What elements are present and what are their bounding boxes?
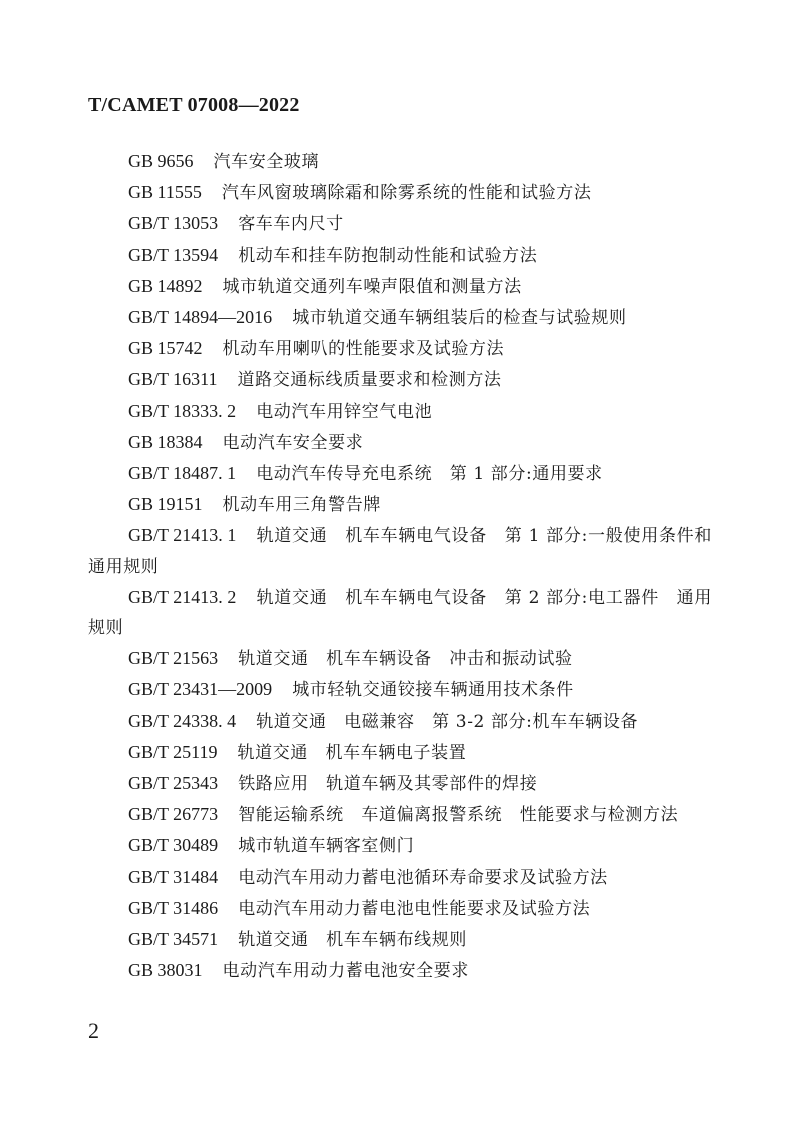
reference-code: GB/T 18333. 2: [128, 400, 237, 421]
reference-title: 智能运输系统 车道偏离报警系统 性能要求与检测方法: [238, 805, 679, 826]
reference-item: [88, 333, 712, 364]
reference-code: GB/T 13594: [128, 244, 219, 265]
reference-title: 城市轨道交通车辆组装后的检查与试验规则: [292, 308, 627, 329]
reference-title: 轨道交通 机车车辆电气设备 第 2 部分:电工器件 通用规则: [88, 587, 712, 639]
reference-item: [88, 458, 712, 489]
reference-title: 道路交通标线质量要求和检测方法: [237, 370, 502, 391]
reference-item: [88, 240, 712, 271]
reference-code: GB/T 14894—2016: [128, 307, 273, 328]
reference-title: 电动汽车用动力蓄电池电性能要求及试验方法: [238, 898, 591, 919]
reference-code: GB/T 16311: [128, 369, 218, 390]
reference-code: GB/T 31484: [128, 866, 219, 887]
reference-code: GB/T 30489: [128, 835, 219, 856]
reference-title: 城市轨道交通列车噪声限值和测量方法: [222, 276, 522, 297]
reference-code: GB/T 18487. 1: [128, 463, 237, 484]
reference-code: GB/T 25119: [128, 741, 218, 762]
page-number: 2: [88, 1018, 99, 1043]
reference-code: GB 38031: [128, 960, 203, 981]
normative-references-list: [88, 146, 712, 986]
reference-item: [88, 302, 712, 333]
reference-title: 轨道交通 机车车辆电子装置: [237, 742, 467, 763]
reference-code: GB 15742: [128, 338, 203, 359]
reference-title: 电动汽车用动力蓄电池安全要求: [222, 961, 469, 982]
reference-title: 电动汽车安全要求: [222, 432, 364, 453]
reference-item: [88, 520, 712, 581]
reference-title: 电动汽车用动力蓄电池循环寿命要求及试验方法: [238, 867, 608, 888]
reference-code: GB/T 21413. 1: [128, 525, 237, 546]
reference-code: GB/T 13053: [128, 213, 219, 234]
reference-item: [88, 768, 712, 799]
reference-item: [88, 799, 712, 830]
reference-code: GB/T 26773: [128, 804, 219, 825]
reference-title: 轨道交通 电磁兼容 第 3-2 部分:机车车辆设备: [256, 711, 639, 732]
reference-code: GB/T 21413. 2: [128, 586, 237, 607]
reference-item: [88, 862, 712, 893]
reference-item: [88, 893, 712, 924]
reference-title: 轨道交通 机车车辆电气设备 第 1 部分:一般使用条件和通用规则: [88, 526, 712, 577]
reference-item: [88, 955, 712, 986]
reference-code: GB 14892: [128, 275, 203, 296]
reference-code: GB/T 21563: [128, 648, 219, 669]
reference-title: 机动车和挂车防抱制动性能和试验方法: [238, 245, 538, 266]
reference-title: 机动车用三角警告牌: [222, 495, 381, 516]
reference-code: GB/T 24338. 4: [128, 710, 237, 731]
reference-title: 轨道交通 机车车辆设备 冲击和振动试验: [238, 649, 573, 670]
reference-code: GB 9656: [128, 151, 194, 171]
reference-title: 铁路应用 轨道车辆及其零部件的焊接: [238, 774, 538, 795]
reference-title: 客车车内尺寸: [238, 214, 344, 235]
reference-item: [88, 177, 712, 208]
reference-item: [88, 706, 712, 737]
reference-item: [88, 364, 712, 395]
reference-item: [88, 489, 712, 520]
reference-title: 汽车风窗玻璃除霜和除雾系统的性能和试验方法: [221, 183, 592, 204]
reference-code: GB/T 34571: [128, 929, 219, 950]
reference-code: GB 18384: [128, 431, 203, 452]
reference-title: 电动汽车传导充电系统 第 1 部分:通用要求: [256, 464, 603, 485]
reference-item: [88, 146, 712, 177]
reference-item: [88, 271, 712, 302]
reference-title: 轨道交通 机车车辆布线规则: [238, 930, 467, 951]
reference-item: [88, 427, 712, 458]
reference-item: [88, 643, 712, 674]
reference-code: GB/T 31486: [128, 897, 219, 918]
reference-item: [88, 924, 712, 955]
reference-item: [88, 208, 712, 239]
reference-code: GB/T 23431—2009: [128, 679, 273, 700]
reference-title: 城市轻轨交通铰接车辆通用技术条件: [292, 680, 574, 701]
reference-code: GB/T 25343: [128, 773, 219, 794]
reference-item: [88, 830, 712, 861]
reference-item: [88, 737, 712, 768]
reference-code: GB 11555: [128, 182, 202, 203]
reference-title: 城市轨道车辆客室侧门: [238, 836, 415, 857]
reference-item: [88, 582, 712, 643]
reference-title: 机动车用喇叭的性能要求及试验方法: [222, 339, 505, 360]
reference-code: GB 19151: [128, 494, 203, 515]
reference-title: 电动汽车用锌空气电池: [256, 401, 433, 422]
reference-item: [88, 396, 712, 427]
standard-number-header: T/CAMET 07008—2022: [88, 94, 300, 116]
reference-item: [88, 674, 712, 705]
reference-title: 汽车安全玻璃: [213, 152, 320, 172]
